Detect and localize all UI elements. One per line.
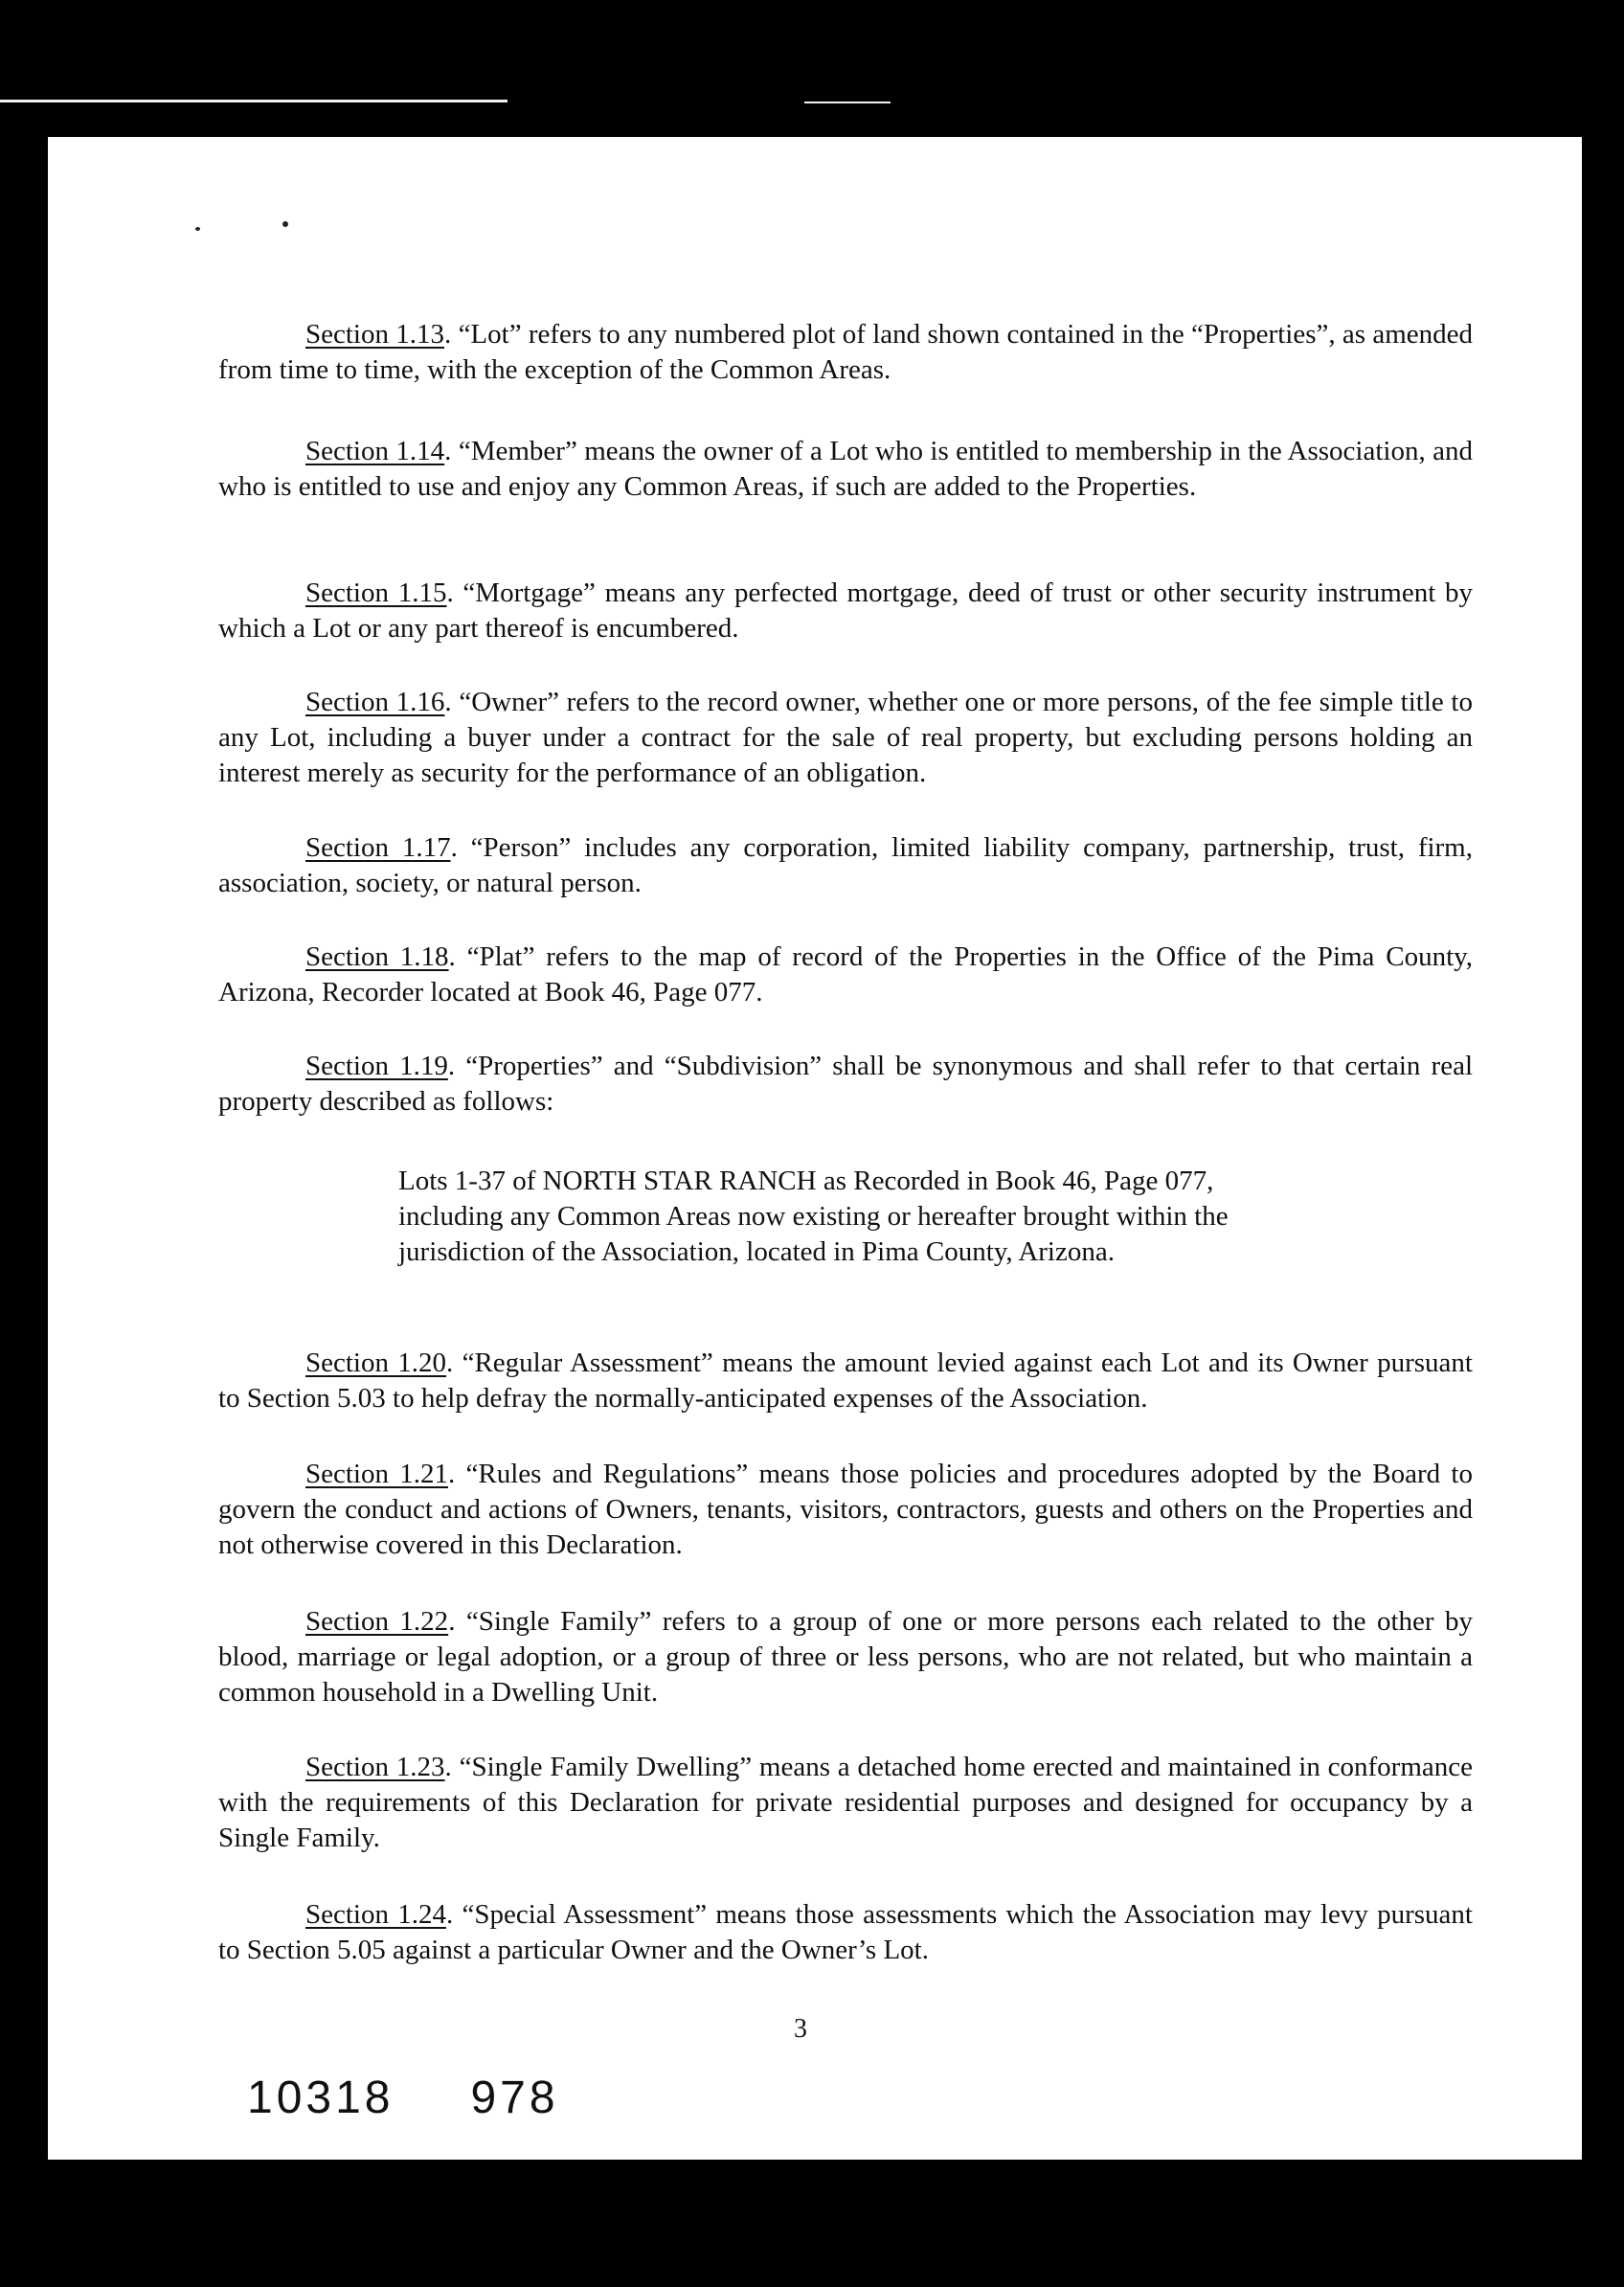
section-text: . “Plat” refers to the map of record of the Properties in the Office of the Pima County, Arizona, Recorder located at Book 46, Page 077. <box>218 941 1473 1008</box>
section-text: . “Special Assessment” means those assessments which the Association may levy pursuant to Section 5.05 against a particular Owner and the Owner’s Lot. <box>218 1899 1473 1965</box>
section-reference: Section 1.13 <box>305 319 445 350</box>
section-1-15 <box>218 576 1473 646</box>
section-reference: Section 1.18 <box>305 941 449 972</box>
section-1-24 <box>218 1897 1473 1968</box>
scan-edge-line <box>804 102 891 103</box>
section-1-20 <box>218 1346 1473 1416</box>
section-1-14 <box>218 434 1473 505</box>
section-text: . “Lot” refers to any numbered plot of land shown contained in the “Properties”, as amended from time to time, with the exception of the Common Areas. <box>218 319 1473 385</box>
section-text: . “Owner” refers to the record owner, whether one or more persons, of the fee simple title to any Lot, including a buyer under a contract for the sale of real property, but excluding persons holding an interest merely as security for the performance of an obligation. <box>218 687 1473 788</box>
section-text: . “Single Family” refers to a group of one or more persons each related to the other by blood, marriage or legal adoption, or a group of three or less persons, who are not related, but who maintain a common household in a Dwelling Unit. <box>218 1606 1473 1708</box>
section-reference: Section 1.14 <box>305 436 445 466</box>
section-text: . “Regular Assessment” means the amount levied against each Lot and its Owner pursuant to Section 5.03 to help defray the normally-anticipated expenses of the Association. <box>218 1347 1473 1414</box>
section-1-16 <box>218 685 1473 791</box>
scan-speck <box>282 221 288 227</box>
document-page <box>48 137 1582 2160</box>
legal-description: Lots 1-37 of NORTH STAR RANCH as Recorded in Book 46, Page 077, including any Common Areas now existing or hereafter brought within the jurisdiction of the Association, located in Pima County, Arizona. <box>398 1166 1229 1267</box>
section-reference: Section 1.24 <box>305 1899 446 1930</box>
section-reference: Section 1.20 <box>305 1347 447 1378</box>
section-text: . “Rules and Regulations” means those policies and procedures adopted by the Board to govern the conduct and actions of Owners, tenants, visitors, contractors, guests and others on the Properties and not otherwise covered in this Declaration. <box>218 1459 1473 1560</box>
section-reference: Section 1.23 <box>305 1752 445 1782</box>
scan-edge-line <box>0 100 508 102</box>
section-1-17 <box>218 830 1473 901</box>
section-text: . “Person” includes any corporation, limited liability company, partnership, trust, firm, association, society, or natural person. <box>218 832 1473 898</box>
section-text: . “Member” means the owner of a Lot who is entitled to membership in the Association, and who is entitled to use and enjoy any Common Areas, if such are added to the Properties. <box>218 436 1473 502</box>
section-1-23 <box>218 1750 1473 1856</box>
page-number: 3 <box>794 2014 807 2044</box>
section-reference: Section 1.16 <box>305 687 445 717</box>
section-1-18 <box>218 940 1473 1010</box>
section-text: . “Properties” and “Subdivision” shall be synonymous and shall refer to that certain real property described as follows: <box>218 1051 1473 1117</box>
section-reference: Section 1.19 <box>305 1051 448 1081</box>
scan-speck <box>195 227 200 231</box>
recording-book: 10318 <box>247 2072 395 2123</box>
section-reference: Section 1.22 <box>305 1606 449 1637</box>
section-reference: Section 1.17 <box>305 832 451 863</box>
recording-number <box>247 2072 559 2124</box>
section-reference: Section 1.21 <box>305 1459 448 1489</box>
section-1-13 <box>218 317 1473 388</box>
section-text: . “Single Family Dwelling” means a detached home erected and maintained in conformance with the requirements of this Declaration for private residential purposes and designed for occupancy by a Single Family. <box>218 1752 1473 1853</box>
recording-page: 978 <box>470 2072 559 2123</box>
section-1-22 <box>218 1604 1473 1710</box>
section-1-19 <box>218 1049 1473 1120</box>
section-reference: Section 1.15 <box>305 577 447 608</box>
section-1-21 <box>218 1457 1473 1563</box>
section-text: . “Mortgage” means any perfected mortgage, deed of trust or other security instrument by which a Lot or any part thereof is encumbered. <box>218 577 1473 644</box>
